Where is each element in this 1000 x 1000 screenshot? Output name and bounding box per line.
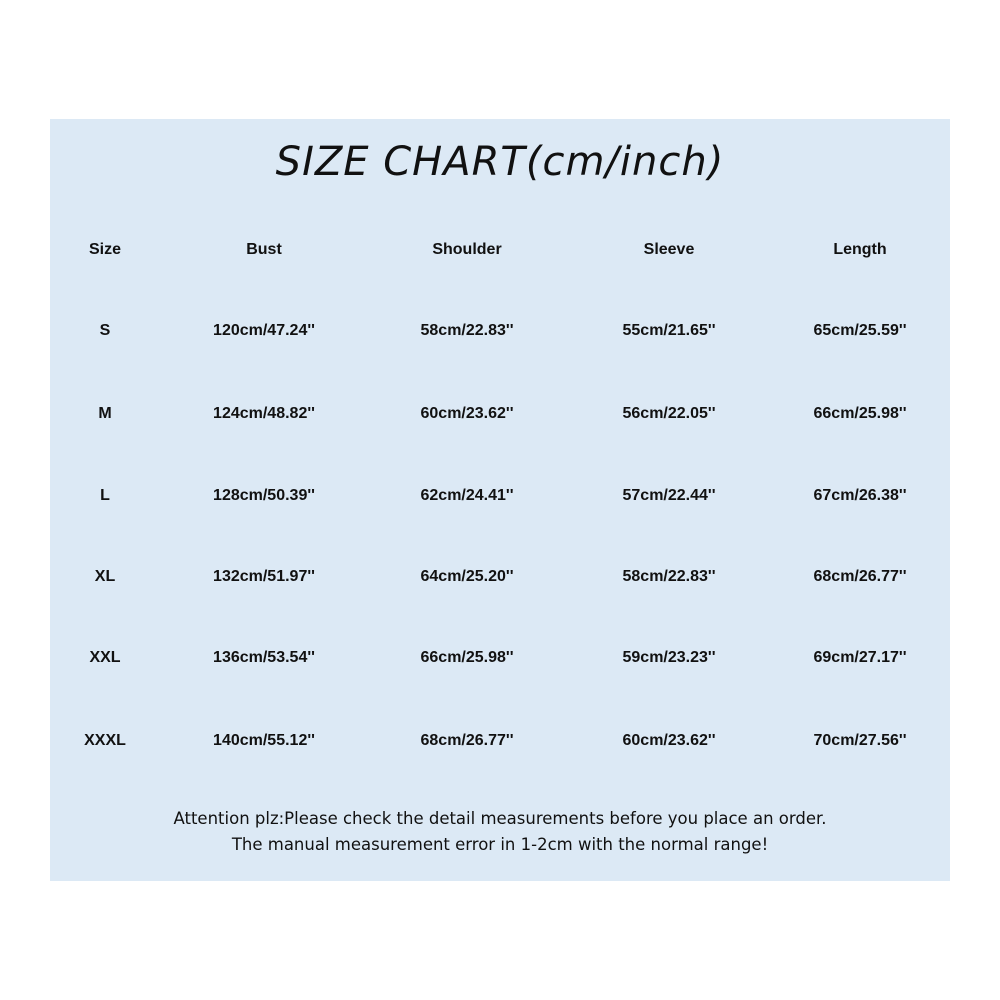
table-cell-length: 69cm/27.17'' xyxy=(813,649,907,666)
column-header-sleeve: Sleeve xyxy=(643,241,695,258)
table-cell-length: 70cm/27.56'' xyxy=(813,732,907,749)
table-cell-bust: 128cm/50.39'' xyxy=(213,487,315,504)
table-cell-size: M xyxy=(98,405,112,422)
table-cell-shoulder: 68cm/26.77'' xyxy=(420,732,514,749)
table-cell-shoulder: 62cm/24.41'' xyxy=(420,487,514,504)
table-cell-bust: 132cm/51.97'' xyxy=(213,568,315,585)
table-cell-length: 66cm/25.98'' xyxy=(813,405,907,422)
table-cell-sleeve: 59cm/23.23'' xyxy=(622,649,716,666)
column-header-bust: Bust xyxy=(246,241,282,258)
table-cell-shoulder: 66cm/25.98'' xyxy=(420,649,514,666)
table-cell-shoulder: 60cm/23.62'' xyxy=(420,405,514,422)
column-header-shoulder: Shoulder xyxy=(432,241,502,258)
table-cell-length: 68cm/26.77'' xyxy=(813,568,907,585)
column-header-length: Length xyxy=(833,241,887,258)
table-cell-length: 67cm/26.38'' xyxy=(813,487,907,504)
table-cell-size: XXL xyxy=(89,649,121,666)
table-cell-bust: 120cm/47.24'' xyxy=(213,322,315,339)
table-cell-size: L xyxy=(100,487,110,504)
table-cell-sleeve: 57cm/22.44'' xyxy=(622,487,716,504)
table-cell-size: XL xyxy=(94,568,116,585)
chart-title: SIZE CHART(cm/inch) xyxy=(275,139,725,185)
table-cell-shoulder: 64cm/25.20'' xyxy=(420,568,514,585)
table-cell-sleeve: 60cm/23.62'' xyxy=(622,732,716,749)
table-cell-bust: 136cm/53.54'' xyxy=(213,649,315,666)
table-cell-size: S xyxy=(99,322,111,339)
table-cell-sleeve: 58cm/22.83'' xyxy=(622,568,716,585)
table-cell-shoulder: 58cm/22.83'' xyxy=(420,322,514,339)
table-cell-bust: 124cm/48.82'' xyxy=(213,405,315,422)
table-cell-sleeve: 56cm/22.05'' xyxy=(622,405,716,422)
size-chart-panel xyxy=(50,119,950,881)
table-cell-size: XXXL xyxy=(84,732,126,749)
column-header-size: Size xyxy=(88,241,122,258)
table-cell-length: 65cm/25.59'' xyxy=(813,322,907,339)
table-cell-bust: 140cm/55.12'' xyxy=(213,732,315,749)
table-cell-sleeve: 55cm/21.65'' xyxy=(622,322,716,339)
error-note: The manual measurement error in 1-2cm with the normal range! xyxy=(231,835,769,854)
attention-note: Attention plz:Please check the detail measurements before you place an order. xyxy=(173,809,827,828)
